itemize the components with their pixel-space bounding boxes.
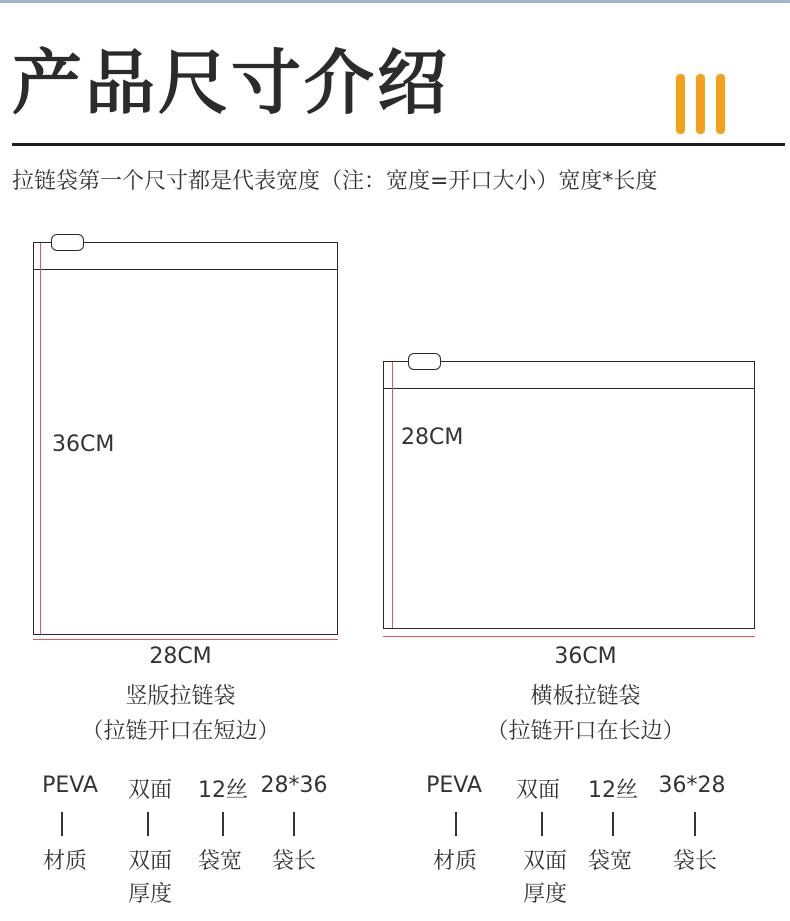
zipper-slider <box>51 234 84 251</box>
horizontal-bag-width: 36CM <box>554 644 617 669</box>
spec-value: 双面 <box>127 778 172 803</box>
spec-connector <box>222 812 224 836</box>
spec-value: 28*36 <box>260 773 328 798</box>
spec-value: 12丝 <box>588 778 638 803</box>
zipper-slider <box>408 353 441 370</box>
spec-label: 双面 <box>522 849 567 874</box>
spec-connector <box>612 812 614 836</box>
vertical-bag-name: 竖版拉链袋 <box>125 684 236 709</box>
spec-label: 袋宽 <box>587 849 632 874</box>
accent-bars-icon <box>676 74 726 134</box>
spec-label: 材质 <box>42 849 87 874</box>
zipper-line <box>384 388 754 389</box>
vertical-bag-height: 36CM <box>52 432 115 457</box>
top-accent-line <box>0 0 790 3</box>
zipper-line <box>34 269 337 270</box>
spec-label: 厚度 <box>127 882 172 907</box>
horizontal-bag-name: 横板拉链袋 <box>530 684 641 709</box>
spec-label: 袋宽 <box>197 849 242 874</box>
horizontal-bag-height: 28CM <box>401 425 464 450</box>
spec-label: 材质 <box>432 849 477 874</box>
width-guide-line <box>383 636 755 637</box>
spec-value: PEVA <box>426 773 482 798</box>
spec-connector <box>147 812 149 836</box>
height-guide-line <box>40 243 41 634</box>
horizontal-bag-note: （拉链开口在长边） <box>486 719 685 744</box>
spec-connector <box>541 812 543 836</box>
spec-value: 12丝 <box>198 778 248 803</box>
spec-connector <box>293 812 295 836</box>
spec-label: 袋长 <box>672 849 717 874</box>
vertical-bag-width: 28CM <box>149 644 212 669</box>
spec-connector <box>61 812 63 836</box>
spec-label: 厚度 <box>522 882 567 907</box>
spec-value: 双面 <box>515 778 560 803</box>
size-note: 拉链袋第一个尺寸都是代表宽度（注：宽度=开口大小）宽度*长度 <box>12 169 658 194</box>
spec-label: 袋长 <box>271 849 316 874</box>
height-guide-line <box>392 362 393 628</box>
spec-connector <box>694 812 696 836</box>
width-guide-line <box>33 639 338 640</box>
horizontal-bag-diagram <box>383 361 755 629</box>
spec-value: PEVA <box>42 773 98 798</box>
spec-connector <box>455 812 457 836</box>
spec-value: 36*28 <box>658 773 726 798</box>
spec-label: 双面 <box>127 849 172 874</box>
vertical-bag-note: （拉链开口在短边） <box>81 719 280 744</box>
title-divider <box>12 143 785 146</box>
page-title: 产品尺寸介绍 <box>12 42 450 124</box>
